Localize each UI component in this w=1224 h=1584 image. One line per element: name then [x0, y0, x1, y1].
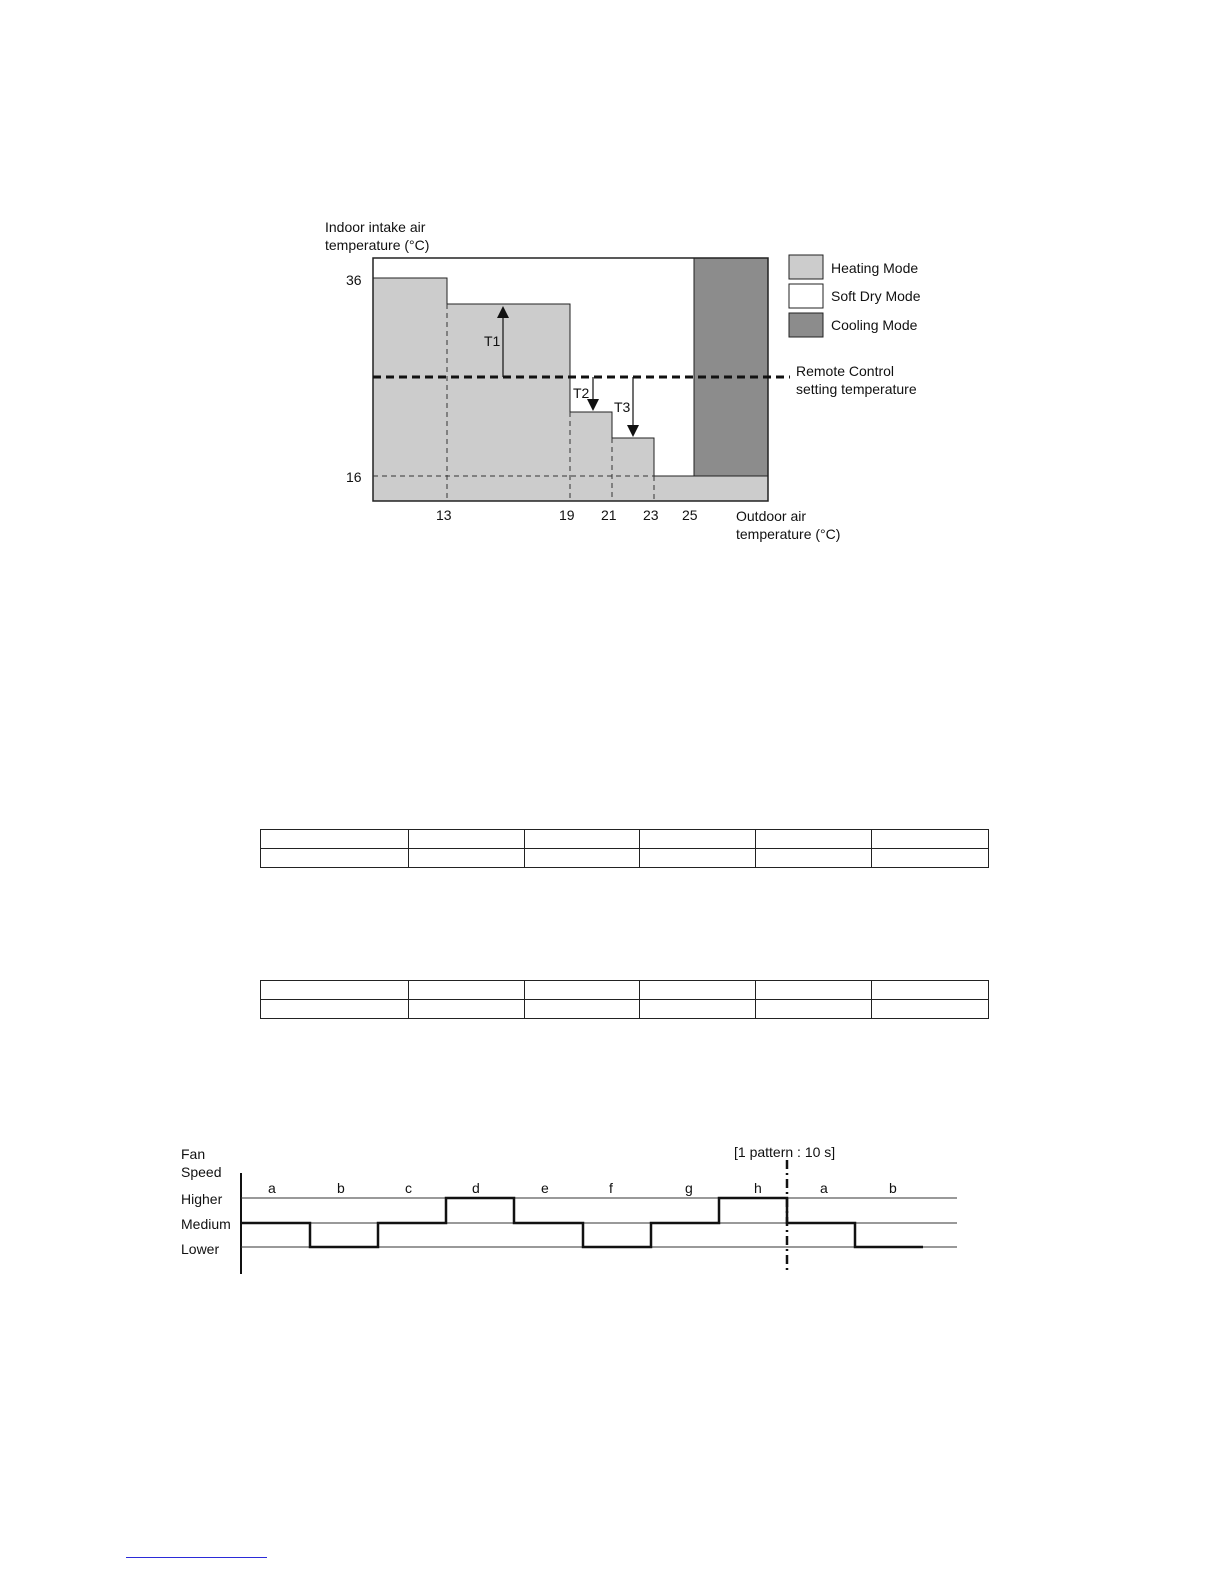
segment-label-e: e: [541, 1180, 549, 1196]
x-axis-label-line2: temperature (°C): [736, 526, 841, 542]
segment-label-h: h: [754, 1180, 762, 1196]
y-tick-16: 16: [346, 469, 362, 485]
x-tick-23: 23: [643, 507, 659, 523]
x-axis-label-line1: Outdoor air: [736, 508, 807, 524]
x-tick-13: 13: [436, 507, 452, 523]
segment-label-c: c: [405, 1180, 412, 1196]
segment-label-g: g: [685, 1180, 693, 1196]
footnote-separator: [126, 1557, 267, 1558]
y-axis-label-line1: Indoor intake air: [325, 219, 426, 235]
segment-label-f: f: [609, 1180, 613, 1196]
x-tick-25: 25: [682, 507, 698, 523]
segment-label-a2: a: [820, 1180, 828, 1196]
pattern-note: [1 pattern : 10 s]: [734, 1144, 836, 1160]
y-tick-36: 36: [346, 272, 362, 288]
fan-y-title-line1: Fan: [181, 1146, 206, 1162]
t1-label: T1: [484, 333, 501, 349]
setting-line-label-line2: setting temperature: [796, 381, 917, 397]
legend-label-soft-dry: Soft Dry Mode: [831, 288, 921, 304]
level-label-lower: Lower: [181, 1241, 220, 1257]
segment-label-b: b: [337, 1180, 345, 1196]
level-label-higher: Higher: [181, 1191, 223, 1207]
y-axis-label-line2: temperature (°C): [325, 237, 430, 253]
setting-line-label-line1: Remote Control: [796, 363, 895, 379]
legend-label-cooling: Cooling Mode: [831, 317, 918, 333]
t2-label: T2: [573, 385, 590, 401]
x-tick-19: 19: [559, 507, 575, 523]
t3-label: T3: [614, 399, 631, 415]
legend-label-heating: Heating Mode: [831, 260, 919, 276]
x-tick-21: 21: [601, 507, 617, 523]
level-label-medium: Medium: [181, 1216, 231, 1232]
segment-label-a: a: [268, 1180, 276, 1196]
segment-label-b2: b: [889, 1180, 897, 1196]
segment-label-d: d: [472, 1180, 480, 1196]
fan-y-title-line2: Speed: [181, 1164, 222, 1180]
